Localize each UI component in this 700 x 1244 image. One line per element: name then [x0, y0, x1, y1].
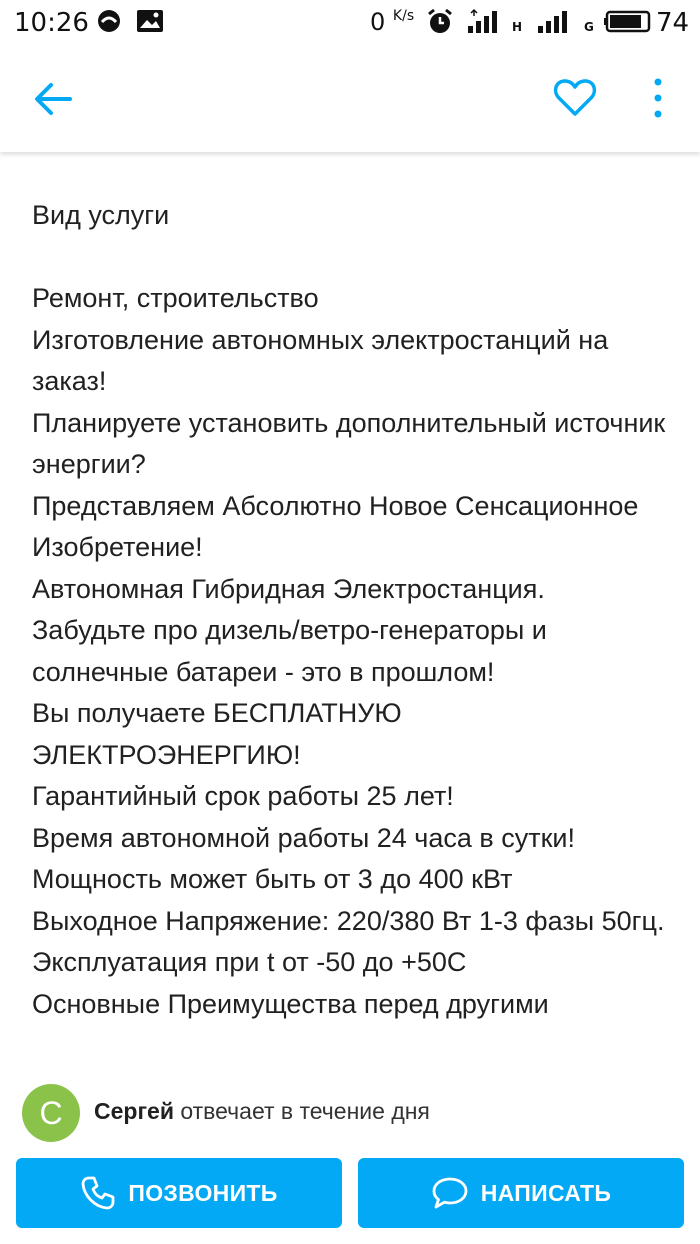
description-line: Гарантийный срок работы 25 лет! [32, 781, 454, 811]
description-line: Забудьте про дизель/ветро-генераторы и солнечные батареи - это в прошлом! [32, 615, 547, 687]
battery-icon [604, 8, 654, 38]
minus-circle-icon [96, 8, 122, 38]
sim1-label: H [512, 20, 523, 34]
description-line: Вы получаете БЕСПЛАТНУЮ ЭЛЕКТРОЭНЕРГИЮ! [32, 698, 402, 770]
phone-icon [80, 1175, 116, 1211]
description-line: Время автономной работы 24 часа в сутки! [32, 822, 576, 853]
seller-info[interactable] [0, 1064, 700, 1150]
description-line: Изготовление автономных электростанций на заказ! [32, 324, 609, 396]
alarm-icon [426, 8, 454, 40]
heart-outline-icon[interactable] [552, 74, 598, 120]
chat-bubble-icon [431, 1175, 469, 1211]
call-button[interactable] [16, 1158, 342, 1228]
status-time: 10:26 [14, 8, 89, 38]
arrow-left-icon[interactable] [32, 78, 74, 120]
seller-response [94, 1098, 430, 1125]
battery-level: 74 [656, 8, 690, 38]
description-line: Мощность может быть от 3 до 400 кВт [32, 864, 513, 894]
ad-description[interactable] [0, 152, 700, 1064]
write-button[interactable] [358, 1158, 684, 1228]
description-text [32, 112, 672, 1025]
image-notification-icon [136, 8, 164, 38]
description-line: Ремонт, строительство [32, 283, 319, 313]
seller-name: Сергей [94, 1098, 174, 1124]
description-line: Планируете установить дополнительный источник энергии? [32, 407, 666, 479]
response-time: отвечает в течение дня [180, 1098, 430, 1124]
status-bar [0, 0, 700, 44]
sim2-label: G [584, 20, 594, 34]
write-label: НАПИСАТЬ [480, 1179, 612, 1206]
description-line: Выходное Напряжение: 220/380 Вт 1-3 фазы 50гц. [32, 905, 665, 936]
description-line: Основные Преимущества перед другими [32, 988, 549, 1019]
description-line: Эксплуатация при t от -50 до +50С [32, 947, 467, 977]
signal-bars-icon [466, 8, 506, 38]
avatar[interactable]: С [22, 1084, 80, 1142]
signal-bars-icon [536, 8, 576, 38]
network-speed: 0 $^{K/s}$ [370, 8, 415, 36]
section-label: Вид услуги [32, 200, 170, 230]
description-line: Автономная Гибридная Электростанция. [32, 573, 545, 604]
call-label: ПОЗВОНИТЬ [128, 1179, 278, 1206]
description-line: Представляем Абсолютно Новое Сенсационное Изобретение! [32, 490, 639, 562]
more-vertical-icon[interactable] [650, 76, 666, 122]
app-bar [0, 44, 700, 152]
